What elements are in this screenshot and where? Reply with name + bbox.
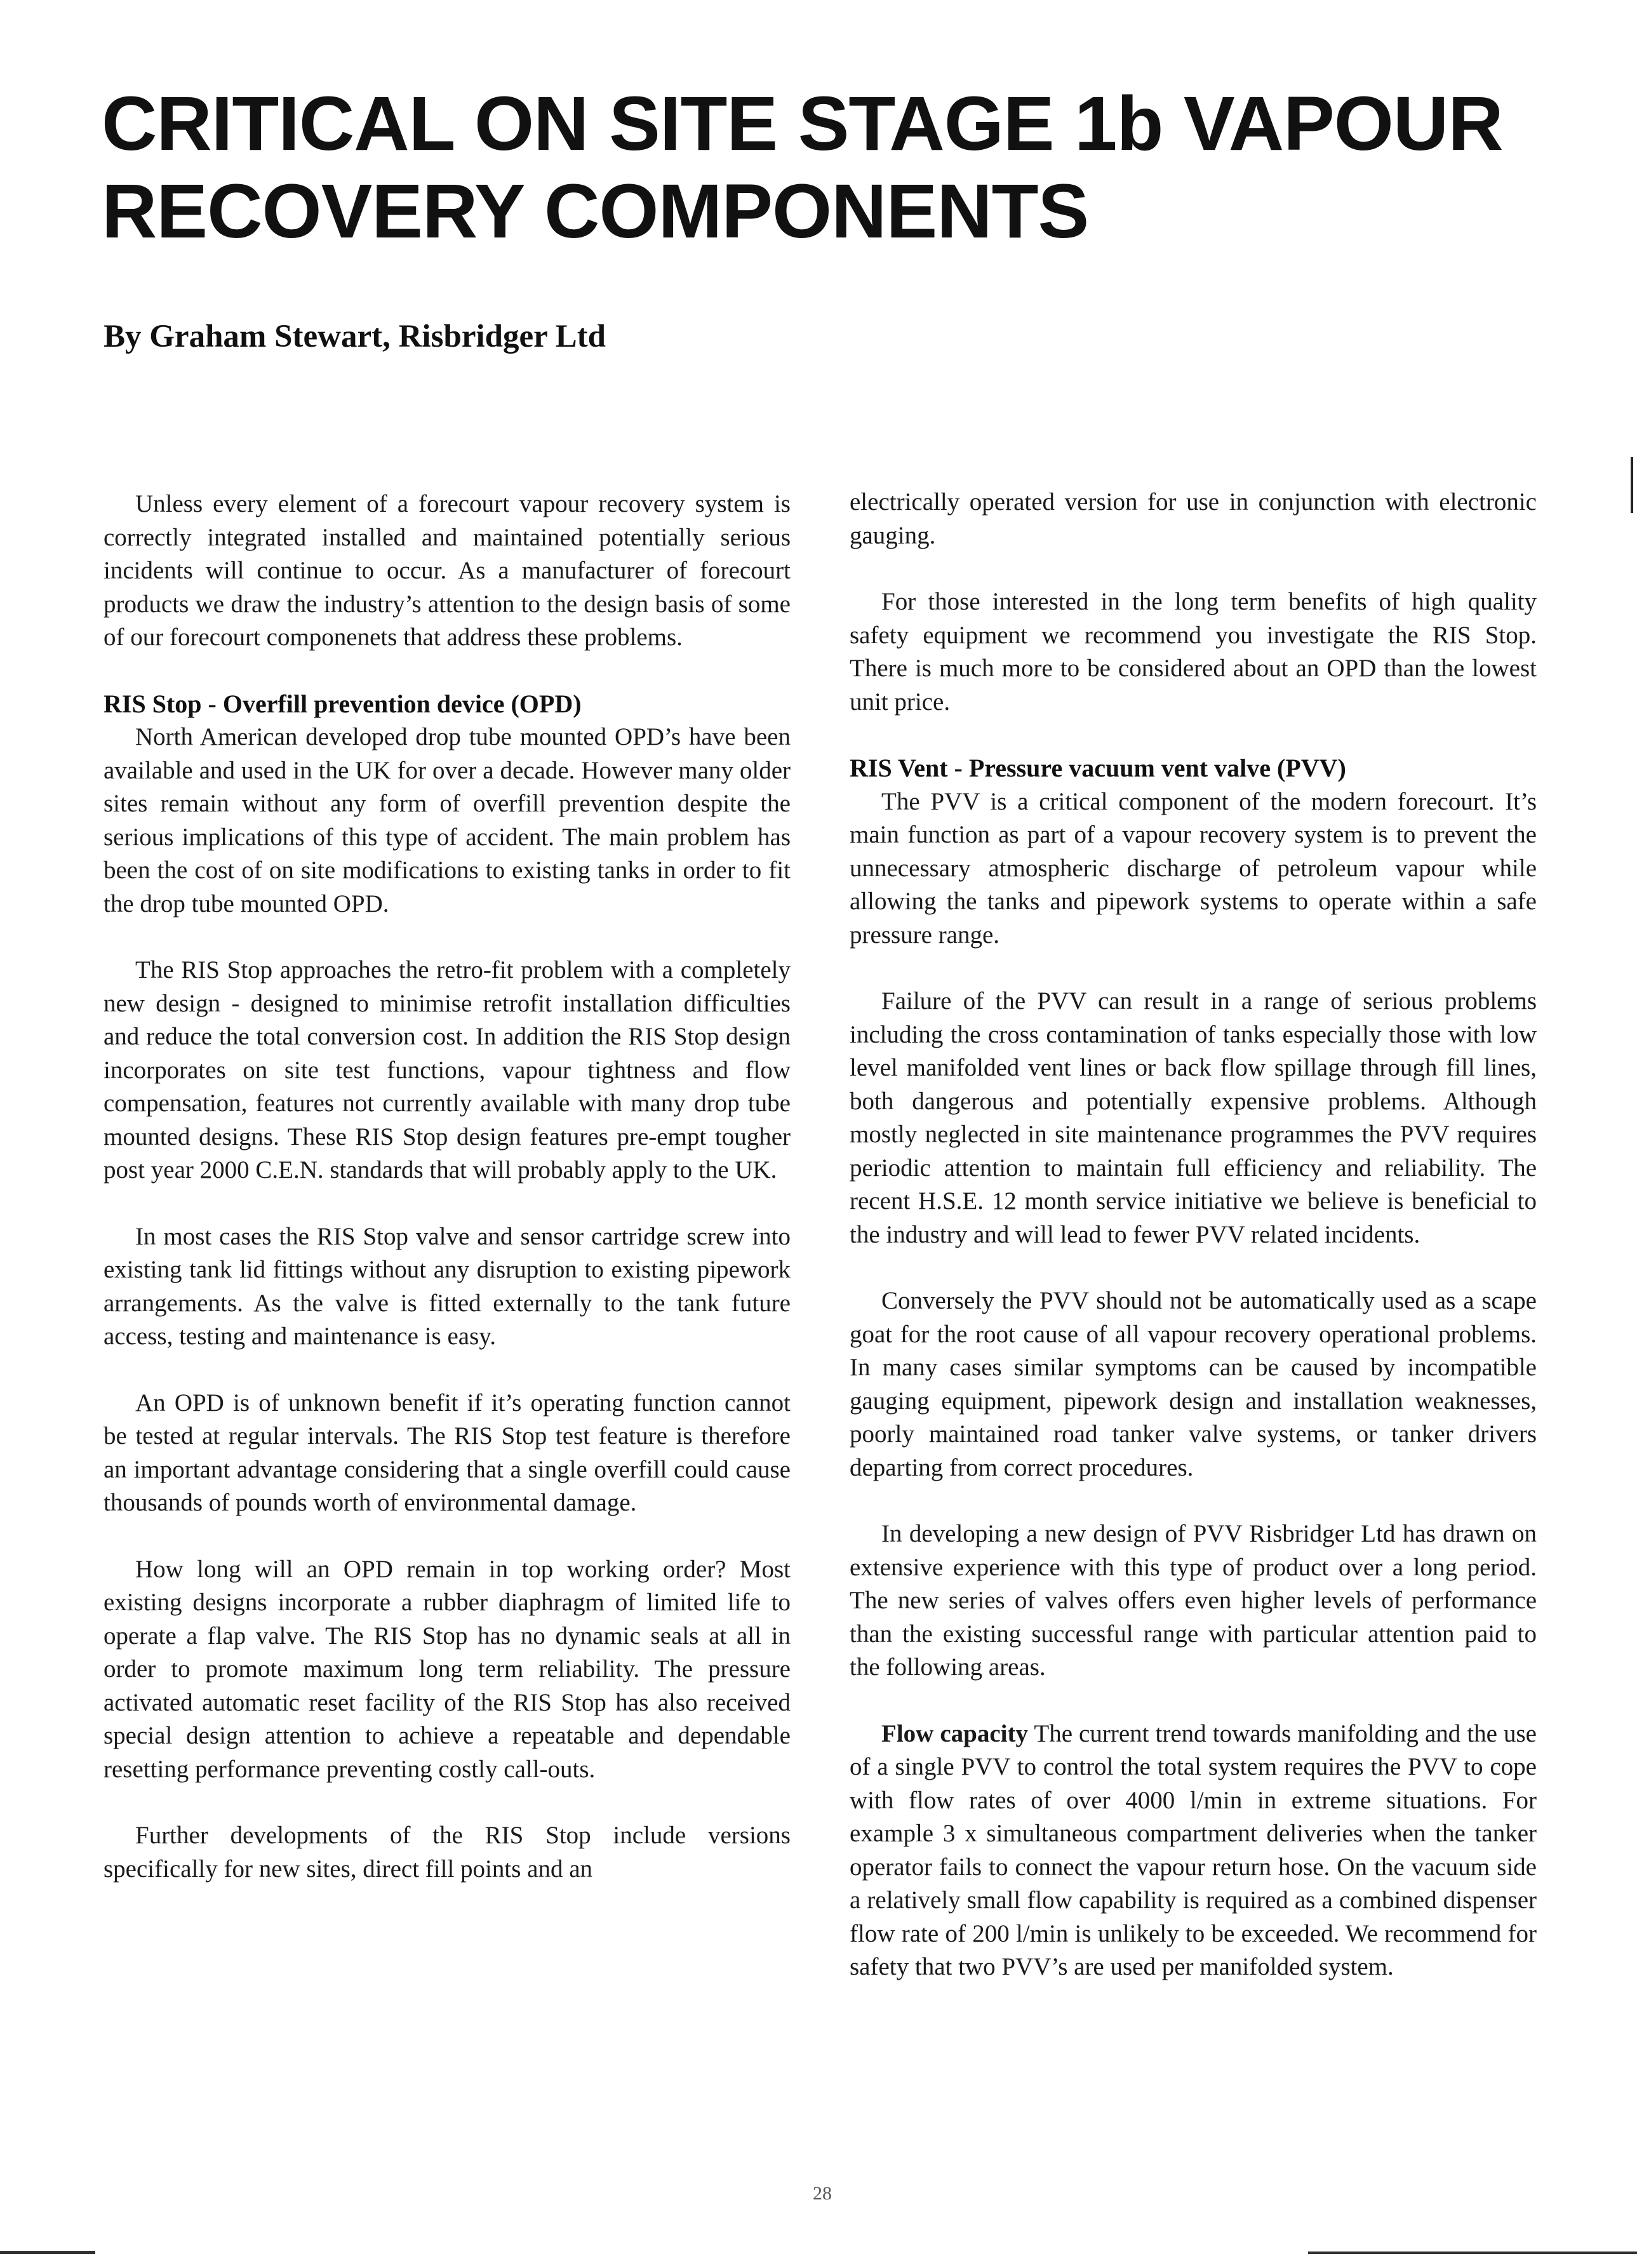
page-number: 28 [813,2183,832,2204]
paragraph: Conversely the PVV should not be automatically used as a scape goat for the root cause of all vapour recovery operational problems. In many cases similar symptoms can be caused by incompatible gauging equipment, pipework design and installation weaknesses, poorly maintained road tanker valve systems, or tanker drivers departing from correct procedures. [850,1287,1537,1481]
paragraph: An OPD is of unknown benefit if it’s operating function cannot be tested at regular intervals. The RIS Stop test feature is therefore an important advantage considering that a single overfill could cause thousands of pounds worth of environmental damage. [104,1389,791,1516]
paragraph: In developing a new design of PVV Risbridger Ltd has drawn on extensive experience with this type of product over a long period. The new series of valves offers even higher levels of performance than the existing successful range with particular attention paid to the following areas. [850,1520,1537,1681]
byline: By Graham Stewart, Risbridger Ltd [104,319,606,354]
paragraph: Failure of the PVV can result in a range of serious problems including the cross contamination of tanks especially those with low level manifolded vent lines or back flow spillage through fill lines, both dangerous and potentially expensive problems. Although mostly neglected in site maintenance programmes the PVV requires periodic attention to maintain full efficiency and reliability. The recent H.S.E. 12 month service initiative we believe is beneficial to the industry and will lead to fewer PVV related incidents. [850,987,1537,1248]
paragraph: North American developed drop tube mounted OPD’s have been available and used in the UK for over a decade. However many older sites remain without any form of overfill prevention despite the serious implications of this type of accident. The main problem has been the cost of on site modifications to existing tanks in order to fit the drop tube mounted OPD. [104,723,791,917]
section-heading-ris-vent: RIS Vent - Pressure vacuum vent valve (PVV) [850,754,1346,782]
left-column [104,488,791,1886]
flow-capacity-label: Flow capacity [881,1719,1029,1747]
scan-edge-right [1308,2251,1637,2254]
paragraph: The PVV is a critical component of the modern forecourt. It’s main function as part of a vapour recovery system is to prevent the unnecessary atmospheric discharge of petroleum vapour while allowing the tanks and pipework systems to operate within a safe pressure range. [850,787,1537,949]
flow-capacity-paragraph [850,1718,1537,1984]
paragraph: For those interested in the long term benefits of high quality safety equipment we recommend you investigate the RIS Stop. There is much more to be considered about an OPD than the lowest unit price. [850,588,1537,716]
paragraph: In most cases the RIS Stop valve and sensor cartridge screw into existing tank lid fittings without any disruption to existing pipework arrangements. As the valve is fitted externally to the tank future access, testing and maintenance is easy. [104,1222,791,1350]
intro-paragraph: Unless every element of a forecourt vapour recovery system is correctly integrated installed and maintained potentially serious incidents will continue to occur. As a manufacturer of forecourt products we draw the industry’s attention to the design basis of some of our forecourt componenets that address these problems. [104,490,791,651]
page-title: CRITICAL ON SITE STAGE 1b VAPOUR RECOVERY COMPONENTS [102,80,1503,254]
paragraph: The RIS Stop approaches the retro-fit problem with a completely new design - designed to minimise retrofit installation difficulties and reduce the total conversion cost. In addition the RIS Stop design incorporates on site test functions, vapour tightness and flow compensation, features not currently available with many drop tube mounted designs. These RIS Stop design features pre-empt tougher post year 2000 C.E.N. standards that will probably apply to the UK. [104,956,791,1184]
paragraph: How long will an OPD remain in top working order? Most existing designs incorporate a rubber diaphragm of limited life to operate a flap valve. The RIS Stop has no dynamic seals at all in order to promote maximum long term reliability. The pressure activated automatic reset facility of the RIS Stop has also received special design attention to achieve a repeatable and dependable resetting performance preventing costly call-outs. [104,1555,791,1783]
paragraph-continued: electrically operated version for use in conjunction with electronic gauging. [850,488,1537,549]
right-column [850,486,1537,2017]
section-heading-ris-stop: RIS Stop - Overfill prevention device (OPD) [104,689,582,718]
scan-mark [1631,457,1633,513]
paragraph: Further developments of the RIS Stop include versions specifically for new sites, direct fill points and an [104,1822,791,1883]
flow-capacity-text: The current trend towards manifolding and the use of a single PVV to control the total system requires the PVV to cope with flow rates of over 4000 l/min in extreme situations. For example 3 x simultaneous compartment deliveries when the tanker operator fails to connect the vapour return hose. On the vacuum side a relatively small flow capability is required as a combined dispenser flow rate of 200 l/min is unlikely to be exceeded. We recommend for safety that two PVV’s are used per manifolded system. [850,1719,1537,1980]
scan-edge-left [0,2251,95,2254]
